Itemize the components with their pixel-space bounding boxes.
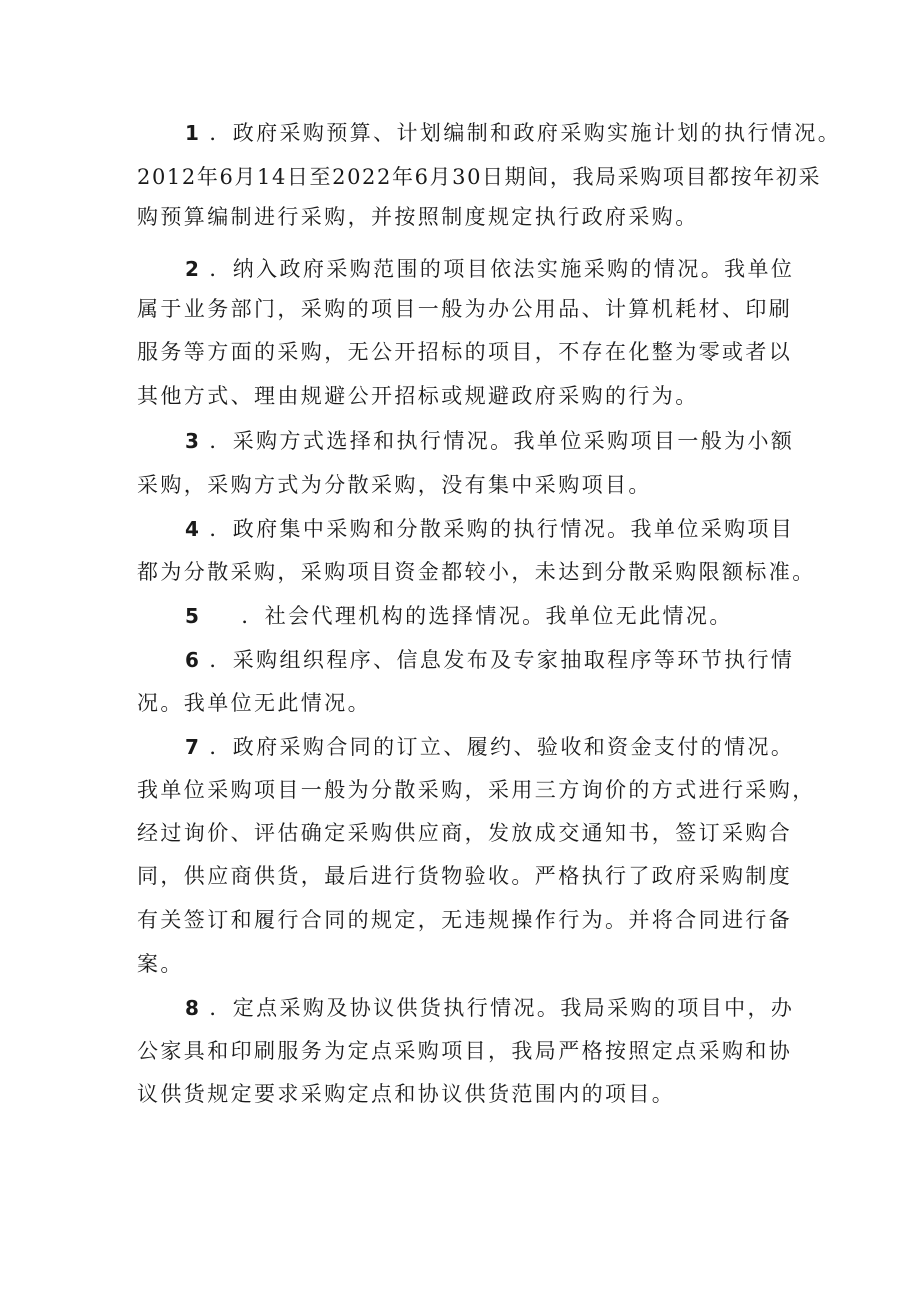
paragraph-4-heading: ．政府集中采购和分散采购的执行情况。我单位采购项目 — [209, 517, 795, 541]
paragraph-5-first-line — [185, 601, 733, 631]
paragraph-7-line-3: 同，供应商供货，最后进行货物验收。严格执行了政府采购制度 — [137, 864, 793, 888]
paragraph-4-first-line — [185, 514, 794, 544]
paragraph-2-line-2: 服务等方面的采购，无公开招标的项目，不存在化整为零或者以 — [137, 340, 793, 364]
paragraph-6-heading: ．采购组织程序、信息发布及专家抽取程序等环节执行情 — [209, 648, 795, 672]
paragraph-1-heading: ．政府采购预算、计划编制和政府采购实施计划的执行情况。 — [209, 121, 842, 145]
paragraph-7-first-line — [185, 732, 794, 762]
paragraph-7-number: 7 — [185, 735, 202, 759]
paragraph-2-number: 2 — [185, 257, 202, 281]
paragraph-2-line-3: 其他方式、理由规避公开招标或规避政府采购的行为。 — [137, 384, 699, 408]
paragraph-7-line-4: 有关签订和履行合同的规定，无违规操作行为。并将合同进行备 — [137, 908, 793, 932]
paragraph-2-line-1: 属于业务部门，采购的项目一般为办公用品、计算机耗材、印刷 — [137, 297, 793, 321]
paragraph-8-heading: ．定点采购及协议供货执行情况。我局采购的项目中，办 — [209, 996, 795, 1020]
paragraph-6-number: 6 — [185, 648, 202, 672]
paragraph-1-line-2: 购预算编制进行采购，并按照制度规定执行政府采购。 — [137, 205, 699, 229]
paragraph-2-first-line — [185, 254, 794, 284]
paragraph-6-line-1: 况。我单位无此情况。 — [137, 691, 371, 715]
paragraph-8-first-line — [185, 993, 794, 1023]
paragraph-3-first-line — [185, 426, 794, 456]
paragraph-8-line-1: 公家具和印刷服务为定点采购项目，我局严格按照定点采购和协 — [137, 1039, 793, 1063]
paragraph-3-heading: ．采购方式选择和执行情况。我单位采购项目一般为小额 — [209, 429, 795, 453]
paragraph-7-line-1: 我单位采购项目一般为分散采购，采用三方询价的方式进行采购， — [137, 778, 816, 802]
paragraph-5-heading: ．社会代理机构的选择情况。我单位无此情况。 — [241, 604, 733, 628]
paragraph-2-heading: ．纳入政府采购范围的项目依法实施采购的情况。我单位 — [209, 257, 795, 281]
paragraph-3-number: 3 — [185, 429, 202, 453]
paragraph-7-heading: ．政府采购合同的订立、履约、验收和资金支付的情况。 — [209, 735, 795, 759]
paragraph-8-line-2: 议供货规定要求采购定点和协议供货范围内的项目。 — [137, 1082, 676, 1106]
paragraph-1-line-1: 2012年6月14日至2022年6月30日期间，我局采购项目都按年初采 — [137, 165, 822, 189]
paragraph-7-line-5: 案。 — [137, 952, 184, 976]
paragraph-7-line-2: 经过询价、评估确定采购供应商，发放成交通知书，签订采购合 — [137, 821, 793, 845]
paragraph-3-line-1: 采购，采购方式为分散采购，没有集中采购项目。 — [137, 473, 652, 497]
paragraph-4-number: 4 — [185, 517, 202, 541]
paragraph-4-line-1: 都为分散采购，采购项目资金都较小，未达到分散采购限额标准。 — [137, 560, 816, 584]
paragraph-8-number: 8 — [185, 996, 202, 1020]
paragraph-1-first-line — [185, 118, 841, 148]
paragraph-5-number: 5 — [185, 604, 202, 628]
paragraph-1-number: 1 — [185, 121, 202, 145]
paragraph-6-first-line — [185, 645, 794, 675]
